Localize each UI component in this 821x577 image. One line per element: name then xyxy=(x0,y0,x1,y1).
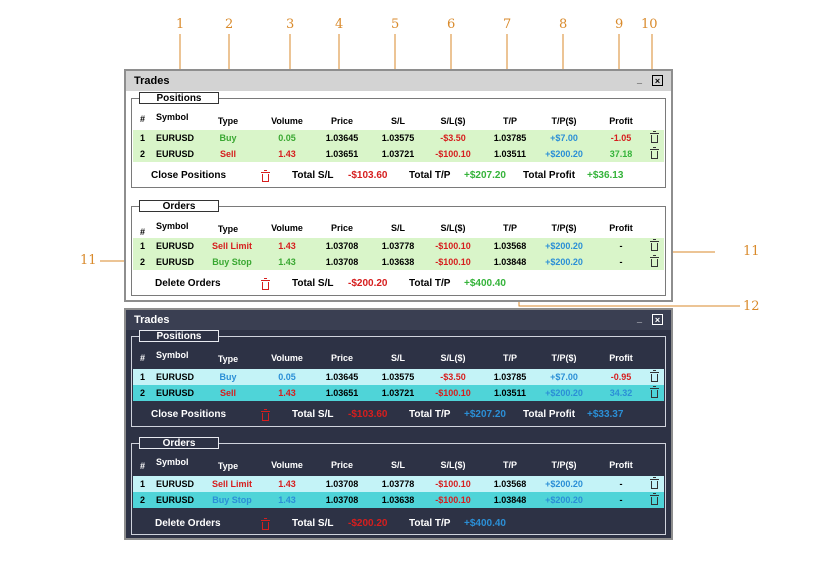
row-num: 1 xyxy=(140,133,146,143)
total-tp-label: Total T/P xyxy=(409,170,451,181)
total-sl-label: Total S/L xyxy=(292,278,334,289)
row-type: Sell Limit xyxy=(211,241,253,251)
trash-icon[interactable] xyxy=(651,135,658,143)
col-header-type: Type xyxy=(217,461,239,471)
trash-icon[interactable] xyxy=(262,522,269,530)
row-sl: 1.03575 xyxy=(381,372,415,382)
total-sl-value: -$200.20 xyxy=(348,278,388,289)
row-price: 1.03708 xyxy=(325,479,359,489)
trash-icon[interactable] xyxy=(651,151,658,159)
callout-5: 5 xyxy=(391,17,400,32)
total-sl-value: -$103.60 xyxy=(348,170,388,181)
row-tp-money: +$200.20 xyxy=(545,149,583,159)
order-row[interactable] xyxy=(133,492,664,508)
col-header-symbol: Symbol xyxy=(156,350,189,360)
trash-icon[interactable] xyxy=(262,413,269,421)
window-title: Trades xyxy=(134,75,170,87)
row-tp: 1.03511 xyxy=(493,149,527,159)
orders-legend: Orders xyxy=(139,437,219,449)
row-profit: - xyxy=(619,479,623,489)
row-num: 2 xyxy=(140,388,146,398)
row-num: 1 xyxy=(140,479,146,489)
row-sl-money: -$100.10 xyxy=(435,149,471,159)
col-header-type: Type xyxy=(217,224,239,234)
position-row[interactable] xyxy=(133,385,664,401)
row-profit: - xyxy=(619,241,623,251)
row-type: Sell xyxy=(219,149,237,159)
row-num: 1 xyxy=(140,241,146,251)
col-header-symbol: Symbol xyxy=(156,112,189,122)
row-profit: -0.95 xyxy=(610,372,632,382)
col-header-tp: T/P xyxy=(502,223,518,233)
callout-6: 6 xyxy=(447,17,456,32)
callout-9: 9 xyxy=(615,17,624,32)
callout-8: 8 xyxy=(559,17,568,32)
col-header-price: Price xyxy=(330,353,354,363)
row-type: Buy Stop xyxy=(212,495,252,505)
position-row[interactable] xyxy=(133,369,664,385)
row-volume: 0.05 xyxy=(278,372,296,382)
row-tp-money: +$200.20 xyxy=(545,388,583,398)
col-header-symbol: Symbol xyxy=(156,457,189,467)
row-sl: 1.03778 xyxy=(381,479,415,489)
row-volume: 1.43 xyxy=(278,241,296,251)
row-volume: 1.43 xyxy=(278,149,296,159)
col-header-sl-money: S/L($) xyxy=(440,460,466,470)
callout-10: 10 xyxy=(641,17,658,32)
total-tp-label: Total T/P xyxy=(409,409,451,420)
row-volume: 1.43 xyxy=(278,479,296,489)
row-symbol: EURUSD xyxy=(156,133,195,143)
total-tp-value: +$207.20 xyxy=(464,170,506,181)
col-header-sl: S/L xyxy=(390,353,406,363)
total-profit-value: +$36.13 xyxy=(587,170,624,181)
col-header-profit: Profit xyxy=(609,116,633,126)
window-title: Trades xyxy=(134,314,170,326)
row-sl: 1.03638 xyxy=(381,257,415,267)
close-positions-button[interactable]: Close Positions xyxy=(151,409,227,420)
row-price: 1.03645 xyxy=(325,133,359,143)
col-header-sl-money: S/L($) xyxy=(440,116,466,126)
callout-11-left: 11 xyxy=(80,253,97,268)
minimize-icon[interactable]: _ xyxy=(636,314,642,324)
row-price: 1.03645 xyxy=(325,372,359,382)
row-type: Buy xyxy=(219,133,237,143)
total-tp-label: Total T/P xyxy=(409,278,451,289)
row-symbol: EURUSD xyxy=(156,388,195,398)
close-positions-button[interactable]: Close Positions xyxy=(151,170,227,181)
col-header-sl: S/L xyxy=(390,116,406,126)
trash-icon[interactable] xyxy=(651,497,658,505)
row-price: 1.03708 xyxy=(325,241,359,251)
col-header-price: Price xyxy=(330,223,354,233)
trash-icon[interactable] xyxy=(651,374,658,382)
row-sl: 1.03721 xyxy=(381,388,415,398)
row-sl-money: -$3.50 xyxy=(440,133,466,143)
row-symbol: EURUSD xyxy=(156,479,195,489)
col-header-num: # xyxy=(140,114,146,124)
trash-icon[interactable] xyxy=(651,259,658,267)
row-sl-money: -$3.50 xyxy=(440,372,466,382)
row-sl: 1.03575 xyxy=(381,133,415,143)
col-header-price: Price xyxy=(330,116,354,126)
row-volume: 0.05 xyxy=(278,133,296,143)
order-row[interactable] xyxy=(133,254,664,270)
row-symbol: EURUSD xyxy=(156,149,195,159)
row-symbol: EURUSD xyxy=(156,495,195,505)
row-sl-money: -$100.10 xyxy=(435,495,471,505)
col-header-sl-money: S/L($) xyxy=(440,223,466,233)
close-icon[interactable]: × xyxy=(652,314,663,325)
row-price: 1.03708 xyxy=(325,257,359,267)
callout-4: 4 xyxy=(335,17,344,32)
col-header-price: Price xyxy=(330,460,354,470)
row-sl-money: -$100.10 xyxy=(435,257,471,267)
callout-1: 1 xyxy=(176,17,185,32)
row-symbol: EURUSD xyxy=(156,372,195,382)
col-header-num: # xyxy=(140,461,146,471)
row-tp: 1.03848 xyxy=(493,495,527,505)
row-price: 1.03651 xyxy=(325,388,359,398)
row-tp-money: +$200.20 xyxy=(545,257,583,267)
row-tp-money: +$200.20 xyxy=(545,241,583,251)
row-sl: 1.03721 xyxy=(381,149,415,159)
col-header-tp: T/P xyxy=(502,353,518,363)
col-header-profit: Profit xyxy=(609,353,633,363)
callout-12: 12 xyxy=(743,299,760,314)
row-sl: 1.03778 xyxy=(381,241,415,251)
total-tp-label: Total T/P xyxy=(409,518,451,529)
col-header-symbol: Symbol xyxy=(156,221,189,231)
col-header-tp-money: T/P($) xyxy=(551,116,577,126)
row-profit: - xyxy=(619,495,623,505)
row-profit: -1.05 xyxy=(610,133,632,143)
row-tp-money: +$7.00 xyxy=(550,372,578,382)
window-titlebar xyxy=(126,71,671,91)
row-num: 2 xyxy=(140,257,146,267)
col-header-tp-money: T/P($) xyxy=(551,353,577,363)
row-price: 1.03708 xyxy=(325,495,359,505)
total-tp-value: +$400.40 xyxy=(464,518,506,529)
row-sl-money: -$100.10 xyxy=(435,241,471,251)
close-icon[interactable]: × xyxy=(652,75,663,86)
row-type: Sell xyxy=(219,388,237,398)
trash-icon[interactable] xyxy=(651,481,658,489)
row-tp: 1.03785 xyxy=(493,372,527,382)
row-symbol: EURUSD xyxy=(156,241,195,251)
row-type: Buy Stop xyxy=(212,257,252,267)
trades-window-dark xyxy=(124,308,673,540)
col-header-type: Type xyxy=(217,116,239,126)
row-symbol: EURUSD xyxy=(156,257,195,267)
col-header-volume: Volume xyxy=(271,353,303,363)
col-header-num: # xyxy=(140,227,146,237)
row-type: Sell Limit xyxy=(211,479,253,489)
row-profit: 34.32 xyxy=(609,388,633,398)
col-header-volume: Volume xyxy=(271,223,303,233)
order-row[interactable] xyxy=(133,476,664,492)
minimize-icon[interactable]: _ xyxy=(636,75,642,85)
col-header-sl-money: S/L($) xyxy=(440,353,466,363)
row-price: 1.03651 xyxy=(325,149,359,159)
row-tp: 1.03568 xyxy=(493,241,527,251)
callout-3: 3 xyxy=(286,17,295,32)
col-header-tp: T/P xyxy=(502,460,518,470)
positions-legend: Positions xyxy=(139,92,219,104)
col-header-type: Type xyxy=(217,354,239,364)
col-header-profit: Profit xyxy=(609,460,633,470)
row-tp: 1.03848 xyxy=(493,257,527,267)
row-tp: 1.03785 xyxy=(493,133,527,143)
row-num: 1 xyxy=(140,372,146,382)
col-header-volume: Volume xyxy=(271,116,303,126)
total-sl-label: Total S/L xyxy=(292,170,334,181)
callout-7: 7 xyxy=(503,17,512,32)
trash-icon[interactable] xyxy=(262,174,269,182)
total-profit-value: +$33.37 xyxy=(587,409,624,420)
delete-orders-button[interactable]: Delete Orders xyxy=(155,518,221,529)
positions-group xyxy=(131,93,666,188)
callout-2: 2 xyxy=(225,17,234,32)
col-header-tp: T/P xyxy=(502,116,518,126)
row-volume: 1.43 xyxy=(278,495,296,505)
orders-legend: Orders xyxy=(139,200,219,212)
row-tp-money: +$200.20 xyxy=(545,495,583,505)
total-tp-value: +$207.20 xyxy=(464,409,506,420)
row-profit: 37.18 xyxy=(609,149,633,159)
positions-legend: Positions xyxy=(139,330,219,342)
row-sl-money: -$100.10 xyxy=(435,388,471,398)
total-sl-label: Total S/L xyxy=(292,518,334,529)
positions-group xyxy=(131,331,666,427)
row-type: Buy xyxy=(219,372,237,382)
trades-window-light xyxy=(124,69,673,302)
row-num: 2 xyxy=(140,149,146,159)
order-row[interactable] xyxy=(133,238,664,254)
trash-icon[interactable] xyxy=(651,243,658,251)
position-row[interactable] xyxy=(133,130,664,146)
row-volume: 1.43 xyxy=(278,388,296,398)
row-volume: 1.43 xyxy=(278,257,296,267)
col-header-sl: S/L xyxy=(390,460,406,470)
orders-group xyxy=(131,438,666,535)
callout-11-right: 11 xyxy=(743,244,760,259)
col-header-sl: S/L xyxy=(390,223,406,233)
total-tp-value: +$400.40 xyxy=(464,278,506,289)
total-sl-label: Total S/L xyxy=(292,409,334,420)
col-header-num: # xyxy=(140,353,146,363)
total-sl-value: -$200.20 xyxy=(348,518,388,529)
row-sl: 1.03638 xyxy=(381,495,415,505)
total-profit-label: Total Profit xyxy=(523,170,576,181)
row-tp: 1.03511 xyxy=(493,388,527,398)
total-sl-value: -$103.60 xyxy=(348,409,388,420)
orders-group xyxy=(131,201,666,296)
total-profit-label: Total Profit xyxy=(523,409,576,420)
row-tp-money: +$200.20 xyxy=(545,479,583,489)
position-row[interactable] xyxy=(133,146,664,162)
row-sl-money: -$100.10 xyxy=(435,479,471,489)
col-header-tp-money: T/P($) xyxy=(551,460,577,470)
delete-orders-button[interactable]: Delete Orders xyxy=(155,278,221,289)
row-tp-money: +$7.00 xyxy=(550,133,578,143)
col-header-profit: Profit xyxy=(609,223,633,233)
trash-icon[interactable] xyxy=(651,390,658,398)
row-tp: 1.03568 xyxy=(493,479,527,489)
window-titlebar xyxy=(126,310,671,330)
col-header-tp-money: T/P($) xyxy=(551,223,577,233)
row-profit: - xyxy=(619,257,623,267)
trash-icon[interactable] xyxy=(262,282,269,290)
col-header-volume: Volume xyxy=(271,460,303,470)
row-num: 2 xyxy=(140,495,146,505)
